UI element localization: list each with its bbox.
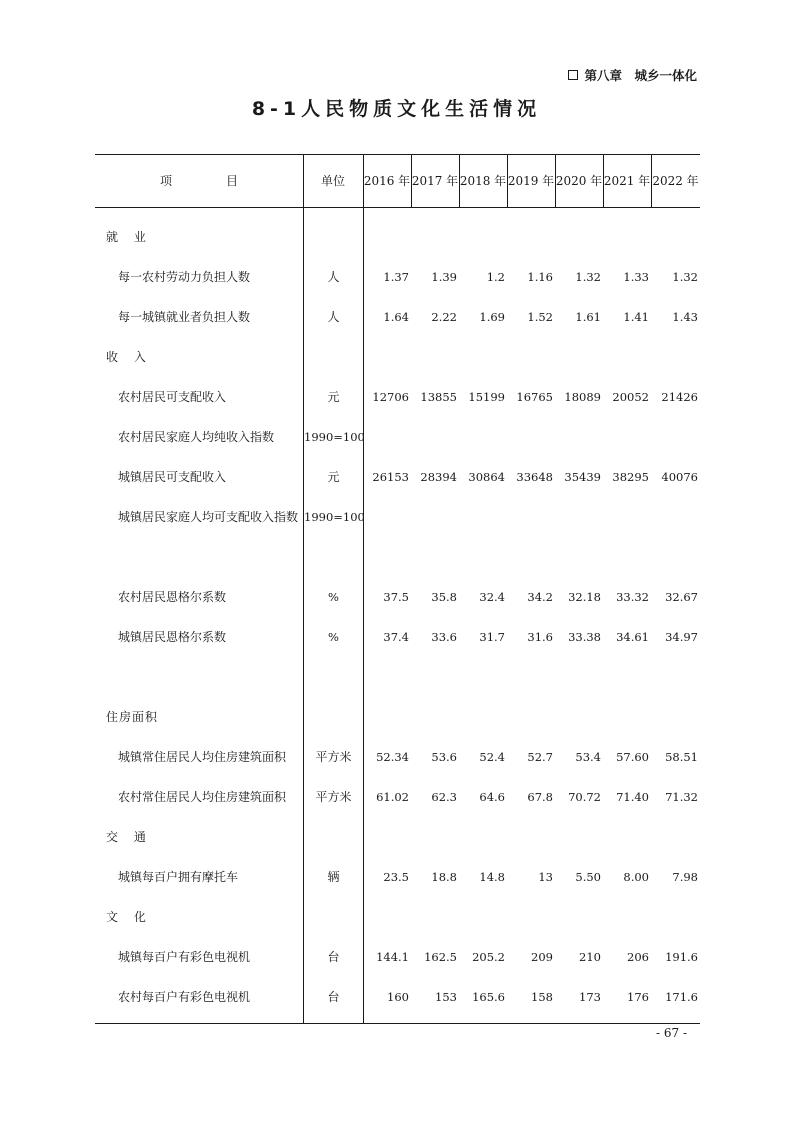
page-number: - 67 - [655,1026,687,1040]
table-row [95,937,700,977]
category-row [95,817,700,857]
table-cell: 1.16 [527,270,553,284]
table-cell: 13855 [420,390,457,404]
table-cell: 70.72 [568,790,601,804]
table-cell: 2.22 [431,310,457,324]
table-cell: 33.6 [431,630,457,644]
table-cell: 5.50 [575,870,601,884]
table-cell: 20052 [612,390,649,404]
column-header-year: 2022 年 [652,174,699,188]
table-cell: 52.34 [376,750,409,764]
row-label: 农村居民恩格尔系数 [118,590,227,604]
row-label: 农村居民可支配收入 [118,390,227,404]
table-cell: 40076 [661,470,698,484]
category-row [95,897,700,937]
row-unit: 人 [327,270,340,284]
table-cell: 205.2 [472,950,505,964]
table-cell: 1.52 [527,310,553,324]
table-cell: 15199 [468,390,505,404]
table-row [95,577,700,617]
table-cell: 158 [531,990,553,1004]
table-cell: 1.32 [575,270,601,284]
table-row [95,417,700,457]
row-label: 农村常住居民人均住房建筑面积 [118,790,287,804]
table-row [95,777,700,817]
table-cell: 13 [538,870,553,884]
table-cell: 16765 [516,390,553,404]
table-cell: 1.39 [431,270,457,284]
table-cell: 7.98 [672,870,698,884]
table-cell: 1.69 [479,310,505,324]
table-row [95,297,700,337]
table-cell: 61.02 [376,790,409,804]
table-cell: 8.00 [623,870,649,884]
column-header-item: 项目 [159,174,292,188]
table-cell: 33648 [516,470,553,484]
table-cell: 37.4 [383,630,409,644]
row-unit: 平方米 [315,790,352,804]
column-header-year: 2019 年 [507,174,555,188]
row-label: 城镇居民可支配收入 [118,470,227,484]
table-cell: 71.40 [616,790,649,804]
category-label: 住房面积 [106,710,159,724]
table-cell: 34.97 [665,630,698,644]
category-row [95,697,700,737]
table-cell: 37.5 [383,590,409,604]
row-unit: 辆 [327,870,340,884]
table-cell: 23.5 [383,870,409,884]
table-cell: 165.6 [472,990,505,1004]
table-cell: 160 [387,990,409,1004]
table-row [95,377,700,417]
row-unit: 元 [327,390,340,404]
table-cell: 1.61 [575,310,601,324]
category-label: 收 入 [106,350,152,364]
category-row [95,217,700,257]
table-cell: 53.6 [431,750,457,764]
row-unit: 台 [327,990,340,1004]
table-cell: 176 [627,990,649,1004]
row-label: 城镇居民恩格尔系数 [118,630,227,644]
table-cell: 153 [435,990,457,1004]
table-cell: 191.6 [665,950,698,964]
table-cell: 28394 [420,470,457,484]
spacer-row [95,657,700,697]
row-unit: 平方米 [315,750,352,764]
table-cell: 173 [579,990,601,1004]
table-row [95,457,700,497]
row-unit: 元 [327,470,340,484]
table-cell: 71.32 [665,790,698,804]
table-bottom-rule [95,1023,700,1024]
table-cell: 162.5 [424,950,457,964]
row-label: 每一城镇就业者负担人数 [118,310,251,324]
table-cell: 210 [579,950,601,964]
table-row [95,617,700,657]
table-cell: 35439 [564,470,601,484]
table-cell: 1.2 [486,270,505,284]
table-cell: 144.1 [376,950,409,964]
table-cell: 206 [627,950,649,964]
category-label: 文 化 [106,910,152,924]
table-cell: 31.7 [479,630,505,644]
table-cell: 33.32 [616,590,649,604]
table-cell: 32.18 [568,590,601,604]
column-header-year: 2021 年 [603,174,651,188]
table-cell: 32.4 [479,590,505,604]
table-cell: 1.64 [383,310,409,324]
table-cell: 1.37 [383,270,409,284]
table-cell: 35.8 [431,590,457,604]
table-cell: 62.3 [431,790,457,804]
table-cell: 14.8 [479,870,505,884]
table-cell: 34.61 [616,630,649,644]
table-cell: 34.2 [527,590,553,604]
table-cell: 53.4 [575,750,601,764]
table-cell: 67.8 [527,790,553,804]
page-title: 8-1人民物质文化生活情况 [251,98,542,120]
chapter-title: 第八章 城乡一体化 [584,68,697,83]
table-cell: 31.6 [527,630,553,644]
table-cell: 52.7 [527,750,553,764]
row-label: 城镇每百户有彩色电视机 [118,950,251,964]
row-unit: 1990=100 [304,430,365,444]
table-cell: 1.41 [623,310,649,324]
row-unit: % [328,630,339,644]
spacer-row [95,537,700,577]
table-cell: 18.8 [431,870,457,884]
row-label: 农村每百户有彩色电视机 [118,990,251,1004]
table-cell: 21426 [661,390,698,404]
table-header-rule [95,207,700,208]
column-header-year: 2016 年 [363,174,411,188]
category-label: 交 通 [106,830,152,844]
table-row [95,857,700,897]
table-cell: 171.6 [665,990,698,1004]
column-header-year: 2017 年 [411,174,459,188]
square-icon [568,70,578,80]
row-label: 农村居民家庭人均纯收入指数 [118,430,275,444]
chapter-header [568,66,697,84]
table-row [95,257,700,297]
table-row [95,977,700,1017]
row-unit: 台 [327,950,340,964]
row-unit: 人 [327,310,340,324]
table-cell: 32.67 [665,590,698,604]
row-label: 城镇常住居民人均住房建筑面积 [118,750,287,764]
table-cell: 30864 [468,470,505,484]
row-label: 城镇每百户拥有摩托车 [118,870,239,884]
table-cell: 58.51 [665,750,698,764]
table-cell: 1.43 [672,310,698,324]
row-label: 城镇居民家庭人均可支配收入指数 [118,510,299,524]
column-header-year: 2020 年 [555,174,603,188]
table-cell: 33.38 [568,630,601,644]
row-unit: % [328,590,339,604]
table-cell: 18089 [564,390,601,404]
row-label: 每一农村劳动力负担人数 [118,270,251,284]
column-header-year: 2018 年 [459,174,507,188]
category-label: 就 业 [106,230,152,244]
table-row [95,497,700,537]
table-cell: 1.33 [623,270,649,284]
table-cell: 209 [531,950,553,964]
table-cell: 12706 [372,390,409,404]
table-cell: 64.6 [479,790,505,804]
table-cell: 52.4 [479,750,505,764]
table-cell: 38295 [612,470,649,484]
table-cell: 1.32 [672,270,698,284]
table-cell: 26153 [372,470,409,484]
row-unit: 1990=100 [304,510,365,524]
table-cell: 57.60 [616,750,649,764]
category-row [95,337,700,377]
table-row [95,737,700,777]
column-header-unit: 单位 [320,174,345,188]
